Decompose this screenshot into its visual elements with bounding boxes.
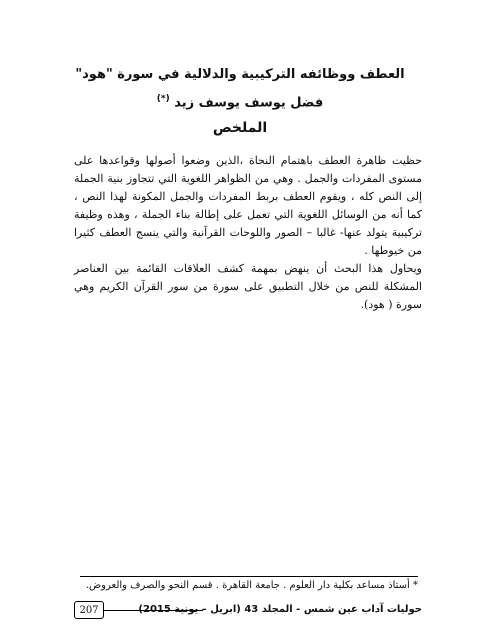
abstract-heading: الملخص [212,120,268,136]
abstract-paragraph: حظيت ظاهرة العطف باهتمام النحاة ،الذين وضعوا أصولها وقواعدها على مستوى المفردات والجمل . وهي من الظواهر اللغوية التي تتجاوز بنية الجملة إلى النص كله ، ويقوم العطف بربط المفردات والجمل المكونة لهذا النص ، كما أنه من الوسائل اللغوية التي تعمل على إطالة بناء الجملة ، وهذه وظيفة تركيبية يتولد عنها- غالبا – الصور واللوحات القرآنية والتي ينسج العطف كثيرا من خيوطها . [74,154,422,257]
page-number: 207 [74,601,104,619]
abstract-paragraph: ويحاول هذا البحث أن ينهض بمهمة كشف العلاقات القائمة بين العناصر المشكلة للنص من خلال التطبيق على سورة من سور القرآن الكريم وهي سورة ( هود). [74,262,422,311]
paper-title: العطف ووظائفه التركيبية والدلالية في سورة "هود" [75,67,405,82]
abstract-body [74,152,422,314]
author-name: فضل يوسف يوسف زيد [174,95,324,111]
footnote-divider [80,576,418,577]
journal-citation: حوليات آداب عين شمس - المجلد 43 (ابريل – يونية 2015) [138,604,422,615]
author-line [60,90,420,112]
author-footnote-marker: (*) [156,94,170,104]
footnote: * أستاذ مساعد بكلية دار العلوم . جامعة القاهرة . قسم النحو والصرف والعروض. [85,580,418,591]
